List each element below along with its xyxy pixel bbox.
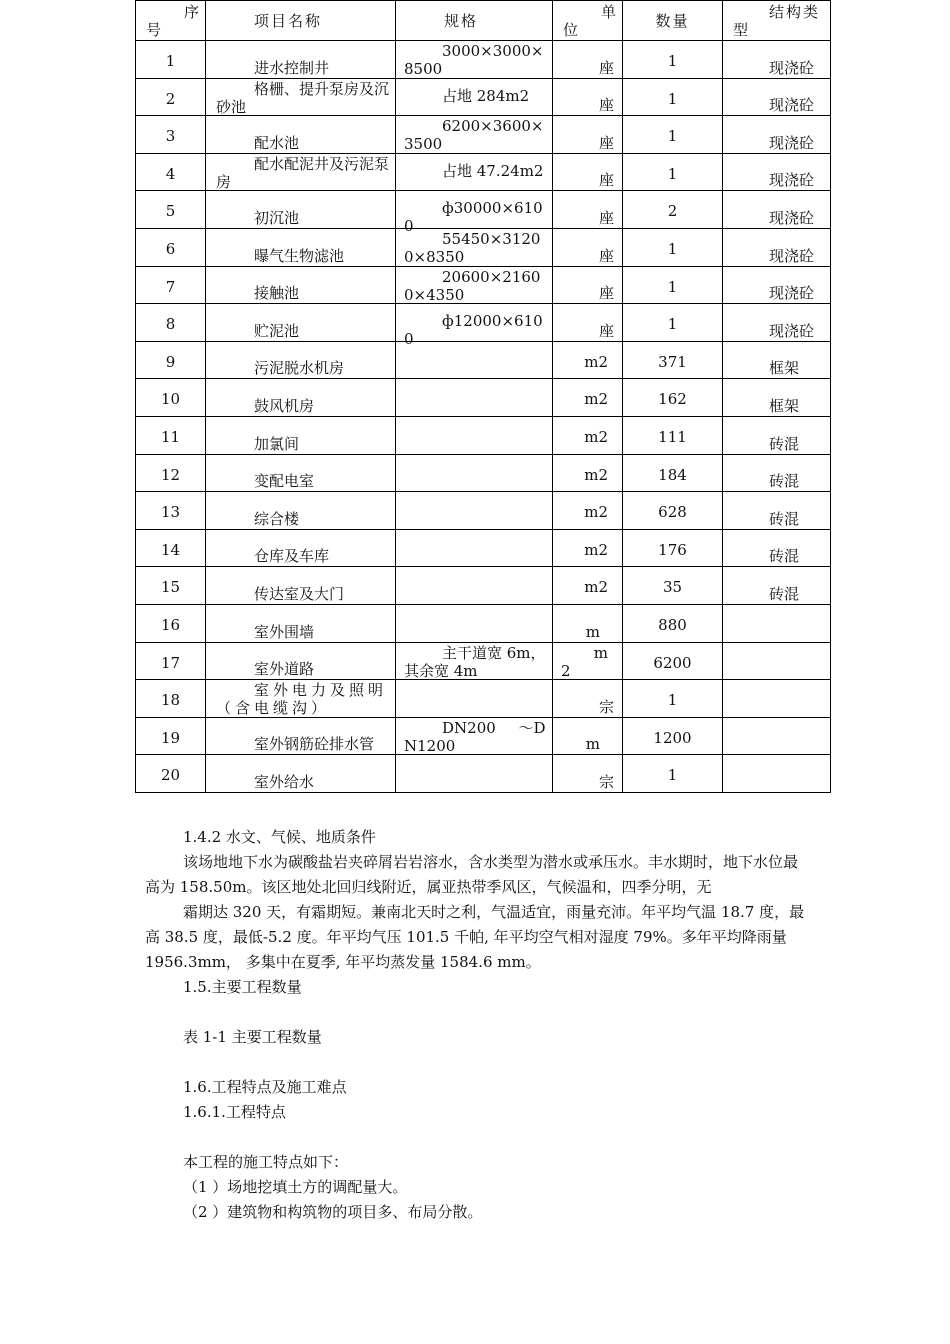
cell-unit: m2 bbox=[584, 540, 608, 559]
cell-no: 14 bbox=[160, 540, 181, 559]
table-row bbox=[136, 116, 831, 154]
paragraph-hydrology-part2: 霜期达 320 天，有霜期短。兼南北天时之利，气温适宜，雨量充沛。年平均气温 18.7 度，最高 38.5 度，最低-5.2 度。年平均气压 101.5 千帕, 年平均空气相对湿度 79%。多年平均降雨量 1956.3mm， 多集中在夏季, 年平均蒸发量 1584.6 mm。 bbox=[145, 903, 805, 971]
table-row bbox=[136, 379, 831, 417]
cell-spec: 主干道宽 6m，其余宽 4m bbox=[404, 643, 546, 680]
cell-qty: 1200 bbox=[653, 728, 692, 747]
cell-no: 18 bbox=[160, 691, 181, 710]
cell-name: 室外钢筋砼排水管 bbox=[254, 735, 375, 754]
table-row bbox=[136, 492, 831, 530]
cell-no: 6 bbox=[165, 239, 176, 258]
table-row bbox=[136, 78, 831, 116]
table-row bbox=[136, 529, 831, 567]
table-row bbox=[136, 304, 831, 342]
paragraph-hydrology-part1: 该场地地下水为碳酸盐岩夹碎屑岩岩溶水，含水类型为潜水或承压水。丰水期时，地下水位最高为 158.50m。该区地处北回归线附近，属亚热带季风区，气候温和，四季分明，无 bbox=[145, 853, 799, 896]
header-unit-line2: 位 bbox=[563, 21, 579, 39]
cell-type: 砖混 bbox=[769, 509, 800, 528]
cell-unit: 宗 bbox=[598, 772, 614, 791]
cell-no: 7 bbox=[165, 277, 176, 296]
cell-name: 综合楼 bbox=[254, 509, 300, 528]
header-spec bbox=[396, 1, 553, 41]
cell-qty: 162 bbox=[658, 390, 687, 409]
cell-no: 19 bbox=[160, 728, 181, 747]
table-row bbox=[136, 604, 831, 642]
cell-no: 10 bbox=[160, 390, 181, 409]
cell-unit: 座 bbox=[598, 246, 614, 265]
cell-qty: 1 bbox=[667, 89, 678, 108]
cell-unit: m2 bbox=[584, 503, 608, 522]
cell-no: 3 bbox=[165, 127, 176, 146]
cell-no: 20 bbox=[160, 766, 181, 785]
cell-name: 初沉池 bbox=[254, 208, 300, 227]
table-row bbox=[136, 153, 831, 191]
cell-unit-line2: 2 bbox=[561, 661, 571, 680]
cell-type: 砖混 bbox=[769, 472, 800, 491]
header-no-line2: 号 bbox=[146, 21, 162, 39]
cell-unit: m2 bbox=[584, 465, 608, 484]
header-name bbox=[206, 1, 396, 41]
cell-spec: 55450×31200×8350 bbox=[404, 229, 541, 266]
cell-unit: 座 bbox=[598, 133, 614, 152]
cell-unit: m bbox=[585, 735, 600, 754]
cell-name: 仓库及车库 bbox=[254, 547, 330, 566]
header-name-text: 项目名称 bbox=[254, 12, 323, 30]
cell-unit: 座 bbox=[598, 96, 614, 115]
cell-qty: 6200 bbox=[653, 653, 692, 672]
cell-name: 室外给水 bbox=[254, 772, 315, 791]
cell-no: 16 bbox=[160, 615, 181, 634]
cell-qty: 628 bbox=[658, 503, 687, 522]
cell-spec: 占地 284m2 bbox=[442, 86, 530, 105]
cell-unit: 座 bbox=[598, 208, 614, 227]
cell-type: 现浇砼 bbox=[769, 171, 815, 190]
cell-unit: m2 bbox=[584, 352, 608, 371]
cell-type: 现浇砼 bbox=[769, 208, 815, 227]
paragraph-hydrology bbox=[145, 850, 810, 975]
table-row bbox=[136, 717, 831, 755]
cell-name: 接触池 bbox=[254, 284, 300, 303]
cell-type: 现浇砼 bbox=[769, 246, 815, 265]
header-unit-line1: 单 bbox=[601, 3, 617, 21]
cell-qty: 880 bbox=[658, 615, 687, 634]
cell-name: 传达室及大门 bbox=[254, 584, 345, 603]
cell-qty: 1 bbox=[667, 239, 678, 258]
cell-name: 贮泥池 bbox=[254, 321, 300, 340]
cell-qty: 1 bbox=[667, 277, 678, 296]
table-caption: 表 1-1 主要工程数量 bbox=[183, 1028, 322, 1046]
cell-qty: 111 bbox=[658, 427, 687, 446]
cell-type: 现浇砼 bbox=[769, 58, 815, 77]
section-heading-1-6-1: 1.6.1.工程特点 bbox=[183, 1103, 286, 1121]
table-row bbox=[136, 266, 831, 304]
cell-name: 室外道路 bbox=[254, 660, 315, 679]
cell-spec: 6200×3600×3500 bbox=[404, 117, 544, 154]
section-heading-1-5: 1.5.主要工程数量 bbox=[183, 978, 302, 996]
cell-spec: 3000×3000×8500 bbox=[404, 42, 544, 78]
table-row bbox=[136, 454, 831, 492]
header-no bbox=[136, 1, 206, 41]
cell-unit: 座 bbox=[598, 171, 614, 190]
cell-type: 砖混 bbox=[769, 547, 800, 566]
cell-qty: 1 bbox=[667, 766, 678, 785]
cell-qty: 2 bbox=[667, 202, 678, 221]
cell-qty: 371 bbox=[658, 352, 687, 371]
cell-unit-line1: m bbox=[593, 643, 608, 662]
header-qty bbox=[623, 1, 723, 41]
cell-unit: m bbox=[585, 622, 600, 641]
table-row bbox=[136, 567, 831, 605]
cell-qty: 1 bbox=[667, 164, 678, 183]
cell-unit: 座 bbox=[598, 321, 614, 340]
cell-name: 加氯间 bbox=[254, 434, 300, 453]
table-row bbox=[136, 680, 831, 718]
table-row bbox=[136, 341, 831, 379]
cell-no: 13 bbox=[160, 503, 181, 522]
cell-unit: 宗 bbox=[598, 697, 614, 716]
cell-no: 8 bbox=[165, 315, 176, 334]
cell-unit: m2 bbox=[584, 578, 608, 597]
cell-qty: 1 bbox=[667, 691, 678, 710]
cell-name: 配水配泥井及污泥泵房 bbox=[216, 154, 390, 191]
cell-spec: DN200 ～DN1200 bbox=[404, 718, 546, 755]
table-header-row bbox=[136, 1, 831, 41]
cell-name: 室外电力及照明（含电缆沟） bbox=[216, 681, 388, 718]
cell-type: 砖混 bbox=[769, 584, 800, 603]
cell-spec: 占地 47.24m2 bbox=[442, 161, 544, 180]
cell-no: 12 bbox=[160, 465, 181, 484]
cell-type: 框架 bbox=[769, 396, 800, 415]
cell-qty: 35 bbox=[662, 578, 683, 597]
cell-no: 1 bbox=[165, 52, 176, 70]
cell-name: 室外围墙 bbox=[254, 622, 315, 641]
cell-unit: m2 bbox=[584, 390, 608, 409]
cell-no: 4 bbox=[165, 164, 176, 183]
cell-no: 17 bbox=[160, 653, 181, 672]
cell-no: 5 bbox=[165, 202, 176, 221]
cell-name: 格栅、提升泵房及沉砂池 bbox=[216, 79, 390, 116]
header-type-line1: 结构类 bbox=[769, 3, 821, 21]
cell-unit: 座 bbox=[598, 284, 614, 303]
table-row bbox=[136, 755, 831, 793]
cell-qty: 1 bbox=[667, 315, 678, 334]
section-heading-1-6: 1.6.工程特点及施工难点 bbox=[183, 1078, 347, 1096]
cell-no: 2 bbox=[165, 89, 176, 108]
cell-spec: 20600×21600×4350 bbox=[404, 267, 541, 304]
cell-spec: ф30000×6100 bbox=[404, 199, 543, 236]
feature-item-2: （2 ）建筑物和构筑物的项目多、布局分散。 bbox=[183, 1203, 483, 1221]
cell-no: 11 bbox=[160, 427, 181, 446]
table-row bbox=[136, 416, 831, 454]
cell-type: 砖混 bbox=[769, 434, 800, 453]
header-unit bbox=[553, 1, 623, 41]
cell-qty: 184 bbox=[658, 465, 687, 484]
cell-qty: 176 bbox=[658, 540, 687, 559]
cell-type: 框架 bbox=[769, 359, 800, 378]
cell-name: 变配电室 bbox=[254, 472, 315, 491]
cell-type: 现浇砼 bbox=[769, 96, 815, 115]
header-type bbox=[723, 1, 831, 41]
header-no-line1: 序 bbox=[184, 3, 200, 21]
header-qty-text: 数量 bbox=[655, 12, 690, 30]
table-row bbox=[136, 228, 831, 266]
cell-no: 9 bbox=[165, 352, 176, 371]
cell-qty: 1 bbox=[667, 52, 678, 70]
cell-name: 鼓风机房 bbox=[254, 396, 315, 415]
cell-name: 配水池 bbox=[254, 133, 300, 152]
features-intro: 本工程的施工特点如下： bbox=[183, 1153, 349, 1171]
table-row bbox=[136, 41, 831, 79]
cell-type: 现浇砼 bbox=[769, 321, 815, 340]
cell-type: 现浇砼 bbox=[769, 284, 815, 303]
cell-no: 15 bbox=[160, 578, 181, 597]
section-heading-1-4-2: 1.4.2 水文、气候、地质条件 bbox=[183, 828, 376, 846]
cell-name: 进水控制井 bbox=[254, 58, 330, 77]
cell-qty: 1 bbox=[667, 127, 678, 146]
table-row bbox=[136, 642, 831, 680]
cell-unit bbox=[553, 642, 623, 680]
cell-spec: ф12000×6100 bbox=[404, 312, 543, 349]
header-spec-text: 规格 bbox=[444, 12, 479, 30]
engineering-quantity-table bbox=[135, 0, 831, 793]
table-row bbox=[136, 191, 831, 229]
header-type-line2: 型 bbox=[733, 21, 749, 39]
cell-type: 现浇砼 bbox=[769, 133, 815, 152]
cell-name: 污泥脱水机房 bbox=[254, 359, 345, 378]
cell-name: 曝气生物滤池 bbox=[254, 246, 345, 265]
cell-unit: 座 bbox=[598, 58, 614, 77]
cell-unit: m2 bbox=[584, 427, 608, 446]
feature-item-1: （1 ）场地挖填土方的调配量大。 bbox=[183, 1178, 408, 1196]
